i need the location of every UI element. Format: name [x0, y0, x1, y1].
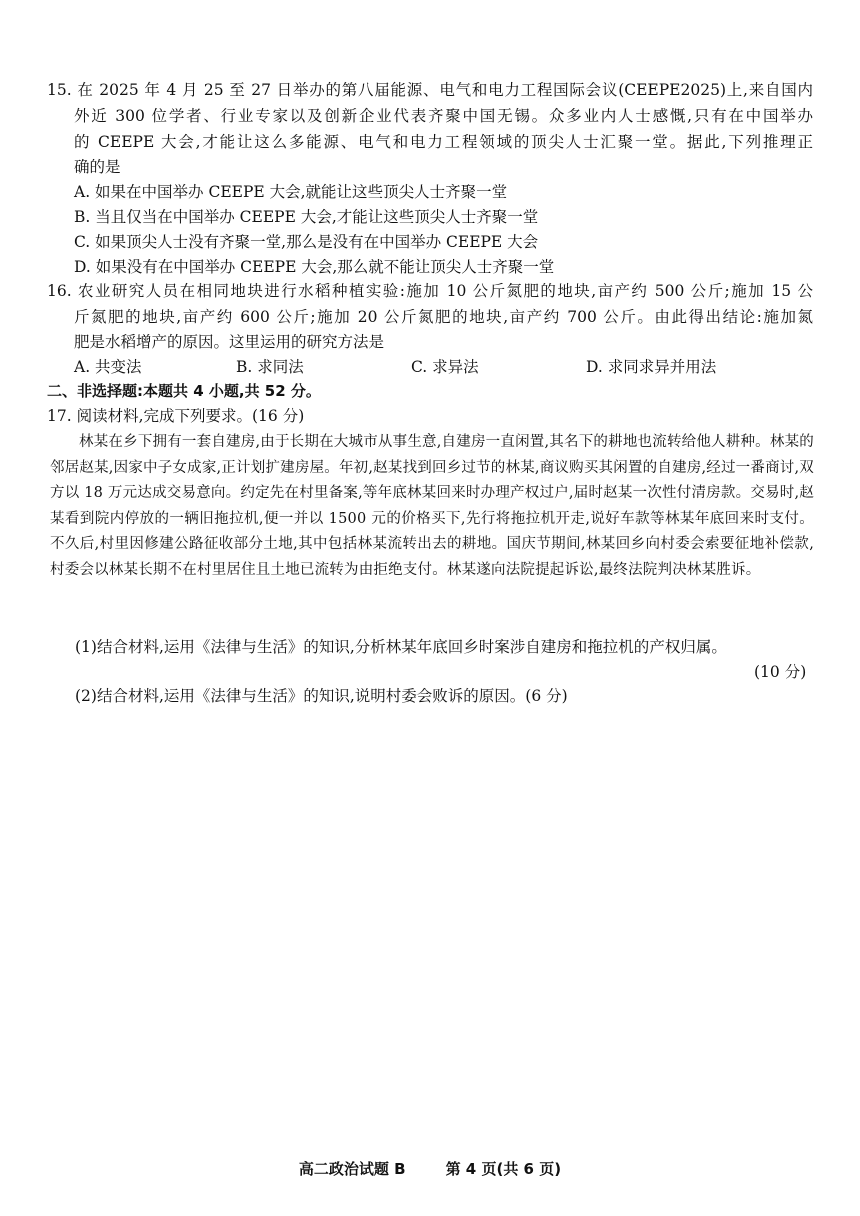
q17-subquestion-2: (2)结合材料,运用《法律与生活》的知识,说明村委会败诉的原因。(6 分) — [75, 687, 568, 705]
q15-option-c: C. 如果顶尖人士没有齐聚一堂,那么是没有在中国举办 CEEPE 大会 — [74, 233, 539, 251]
q15-stem-line-3: 的 CEEPE 大会,才能让这么多能源、电气和电力工程领域的顶尖人士汇聚一堂。据此,下列推理正 — [74, 133, 813, 151]
q15-option-b: B. 当且仅当在中国举办 CEEPE 大会,才能让这些顶尖人士齐聚一堂 — [74, 208, 539, 226]
q15-stem-line-1: 15. 在 2025 年 4 月 25 至 27 日举办的第八届能源、电气和电力工程国际会议(CEEPE2025)上,来自国内 — [47, 81, 813, 99]
q16-option-a: A. 共变法 — [74, 358, 142, 376]
q15-option-a: A. 如果在中国举办 CEEPE 大会,就能让这些顶尖人士齐聚一堂 — [74, 183, 508, 201]
q16-stem-line-3: 肥是水稻增产的原因。这里运用的研究方法是 — [74, 333, 385, 351]
section-heading: 二、非选择题:本题共 4 小题,共 52 分。 — [47, 382, 321, 400]
footer-exam-title: 高二政治试题 B — [298, 1160, 406, 1178]
q16-option-c: C. 求异法 — [411, 358, 479, 376]
q16-option-b: B. 求同法 — [236, 358, 304, 376]
q17-subquestion-1: (1)结合材料,运用《法律与生活》的知识,分析林某年底回乡时案涉自建房和拖拉机的产权归属。 — [75, 638, 727, 656]
q15-option-d: D. 如果没有在中国举办 CEEPE 大会,那么就不能让顶尖人士齐聚一堂 — [74, 258, 555, 276]
q16-option-d: D. 求同求异并用法 — [586, 358, 717, 376]
q17-intro: 17. 阅读材料,完成下列要求。(16 分) — [47, 407, 305, 425]
q15-stem-line-4: 确的是 — [74, 158, 121, 176]
footer-page-info: 第 4 页(共 6 页) — [445, 1160, 562, 1178]
q16-stem-line-1: 16. 农业研究人员在相同地块进行水稻种植实验:施加 10 公斤氮肥的地块,亩产约 500 公斤;施加 15 公 — [47, 282, 813, 300]
q15-stem-line-2: 外近 300 位学者、行业专家以及创新企业代表齐聚中国无锡。众多业内人士感慨,只有在中国举办 — [74, 107, 813, 125]
q17-subquestion-1-score: (10 分) — [754, 663, 807, 681]
q17-material: 林某在乡下拥有一套自建房,由于长期在大城市从事生意,自建房一直闲置,其名下的耕地也流转给他人耕种。林某的邻居赵某,因家中子女成家,正计划扩建房屋。年初,赵某找到回乡过节的林某,商议购买其闲置的自建房,经过一番商讨,双方以 18 万元达成交易意向。约定先在村里备案,等年底林某回来时办理产权过户,届时赵某一次性付清房款。交易时,赵某看到院内停放的一辆旧拖拉机,便一并以 1500 元的价格买下,先行将拖拉机开走,说好车款等林某年底回来时支付。不久后,村里因修建公路征收部分土地,其中包括林某流转出去的耕地。国庆节期间,林某回乡向村委会索要征地补偿款,村委会以林某长期不在村里居住且土地已流转为由拒绝支付。林某遂向法院提起诉讼,最终法院判决林某胜诉。 — [50, 434, 814, 578]
page-footer — [0, 1158, 860, 1179]
q16-stem-line-2: 斤氮肥的地块,亩产约 600 公斤;施加 20 公斤氮肥的地块,亩产约 700 公斤。由此得出结论:施加氮 — [74, 308, 813, 326]
